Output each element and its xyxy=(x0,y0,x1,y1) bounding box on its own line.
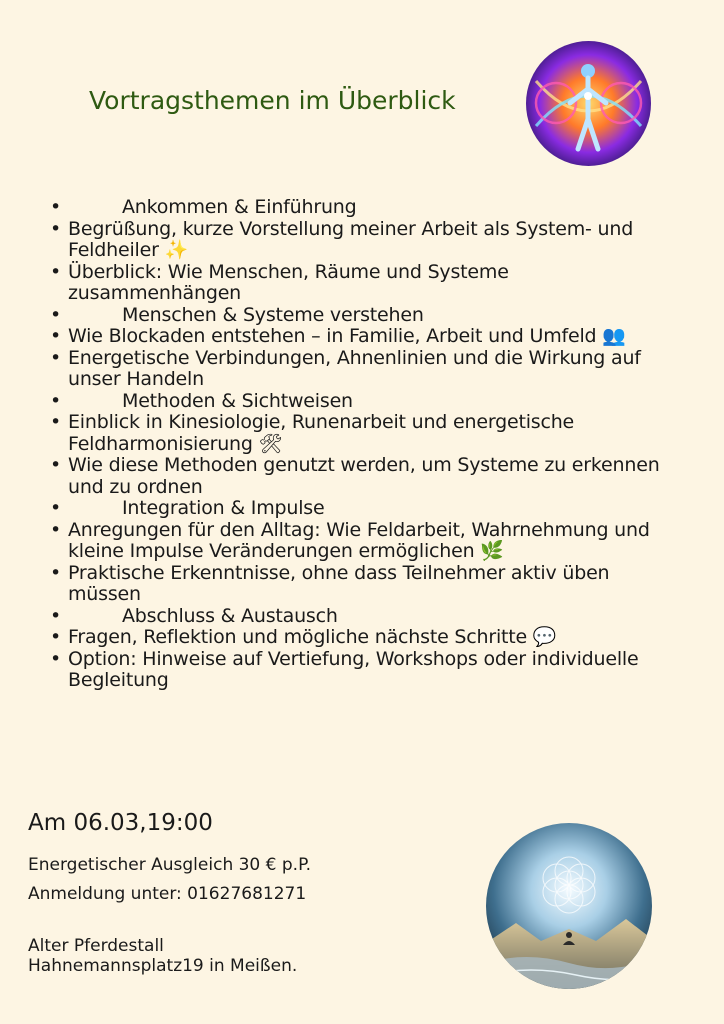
agenda-list xyxy=(48,197,668,692)
agenda-section: • Ankommen & Einführung xyxy=(48,197,668,219)
event-registration: Anmeldung unter: 01627681271 xyxy=(28,884,307,904)
agenda-item: • Wie Blockaden entstehen – in Familie, Arbeit und Umfeld 👥 xyxy=(48,326,668,348)
agenda-item: • Fragen, Reflektion und mögliche nächste Schritte 💬 xyxy=(48,627,668,649)
agenda-section: • Methoden & Sichtweisen xyxy=(48,391,668,413)
agenda-section: • Menschen & Systeme verstehen xyxy=(48,305,668,327)
agenda-section: • Integration & Impulse xyxy=(48,498,668,520)
agenda-item: • Praktische Erkenntnisse, ohne dass Teilnehmer aktiv üben müssen xyxy=(48,563,668,606)
agenda-item: • Begrüßung, kurze Vorstellung meiner Arbeit als System- und Feldheiler ✨ xyxy=(48,219,668,262)
page-title: Vortragsthemen im Überblick xyxy=(89,86,456,115)
agenda-item: • Option: Hinweise auf Vertiefung, Workshops oder individuelle Begleitung xyxy=(48,649,668,692)
agenda-item: • Anregungen für den Alltag: Wie Feldarbeit, Wahrnehmung und kleine Impulse Veränderungen ermöglichen 🌿 xyxy=(48,520,668,563)
energy-body-image xyxy=(526,41,651,166)
agenda-item: • Einblick in Kinesiologie, Runenarbeit und energetische Feldharmonisierung 🛠 xyxy=(48,412,668,455)
event-venue: Alter Pferdestall xyxy=(28,936,164,956)
meditation-image xyxy=(486,823,652,989)
event-address: Hahnemannsplatz19 in Meißen. xyxy=(28,956,298,976)
event-price: Energetischer Ausgleich 30 € p.P. xyxy=(28,855,312,875)
agenda-section: • Abschluss & Austausch xyxy=(48,606,668,628)
agenda-item: • Überblick: Wie Menschen, Räume und Systeme zusammenhängen xyxy=(48,262,668,305)
agenda-item: • Wie diese Methoden genutzt werden, um Systeme zu erkennen und zu ordnen xyxy=(48,455,668,498)
agenda-item: • Energetische Verbindungen, Ahnenlinien und die Wirkung auf unser Handeln xyxy=(48,348,668,391)
event-date: Am 06.03,19:00 xyxy=(28,810,213,836)
